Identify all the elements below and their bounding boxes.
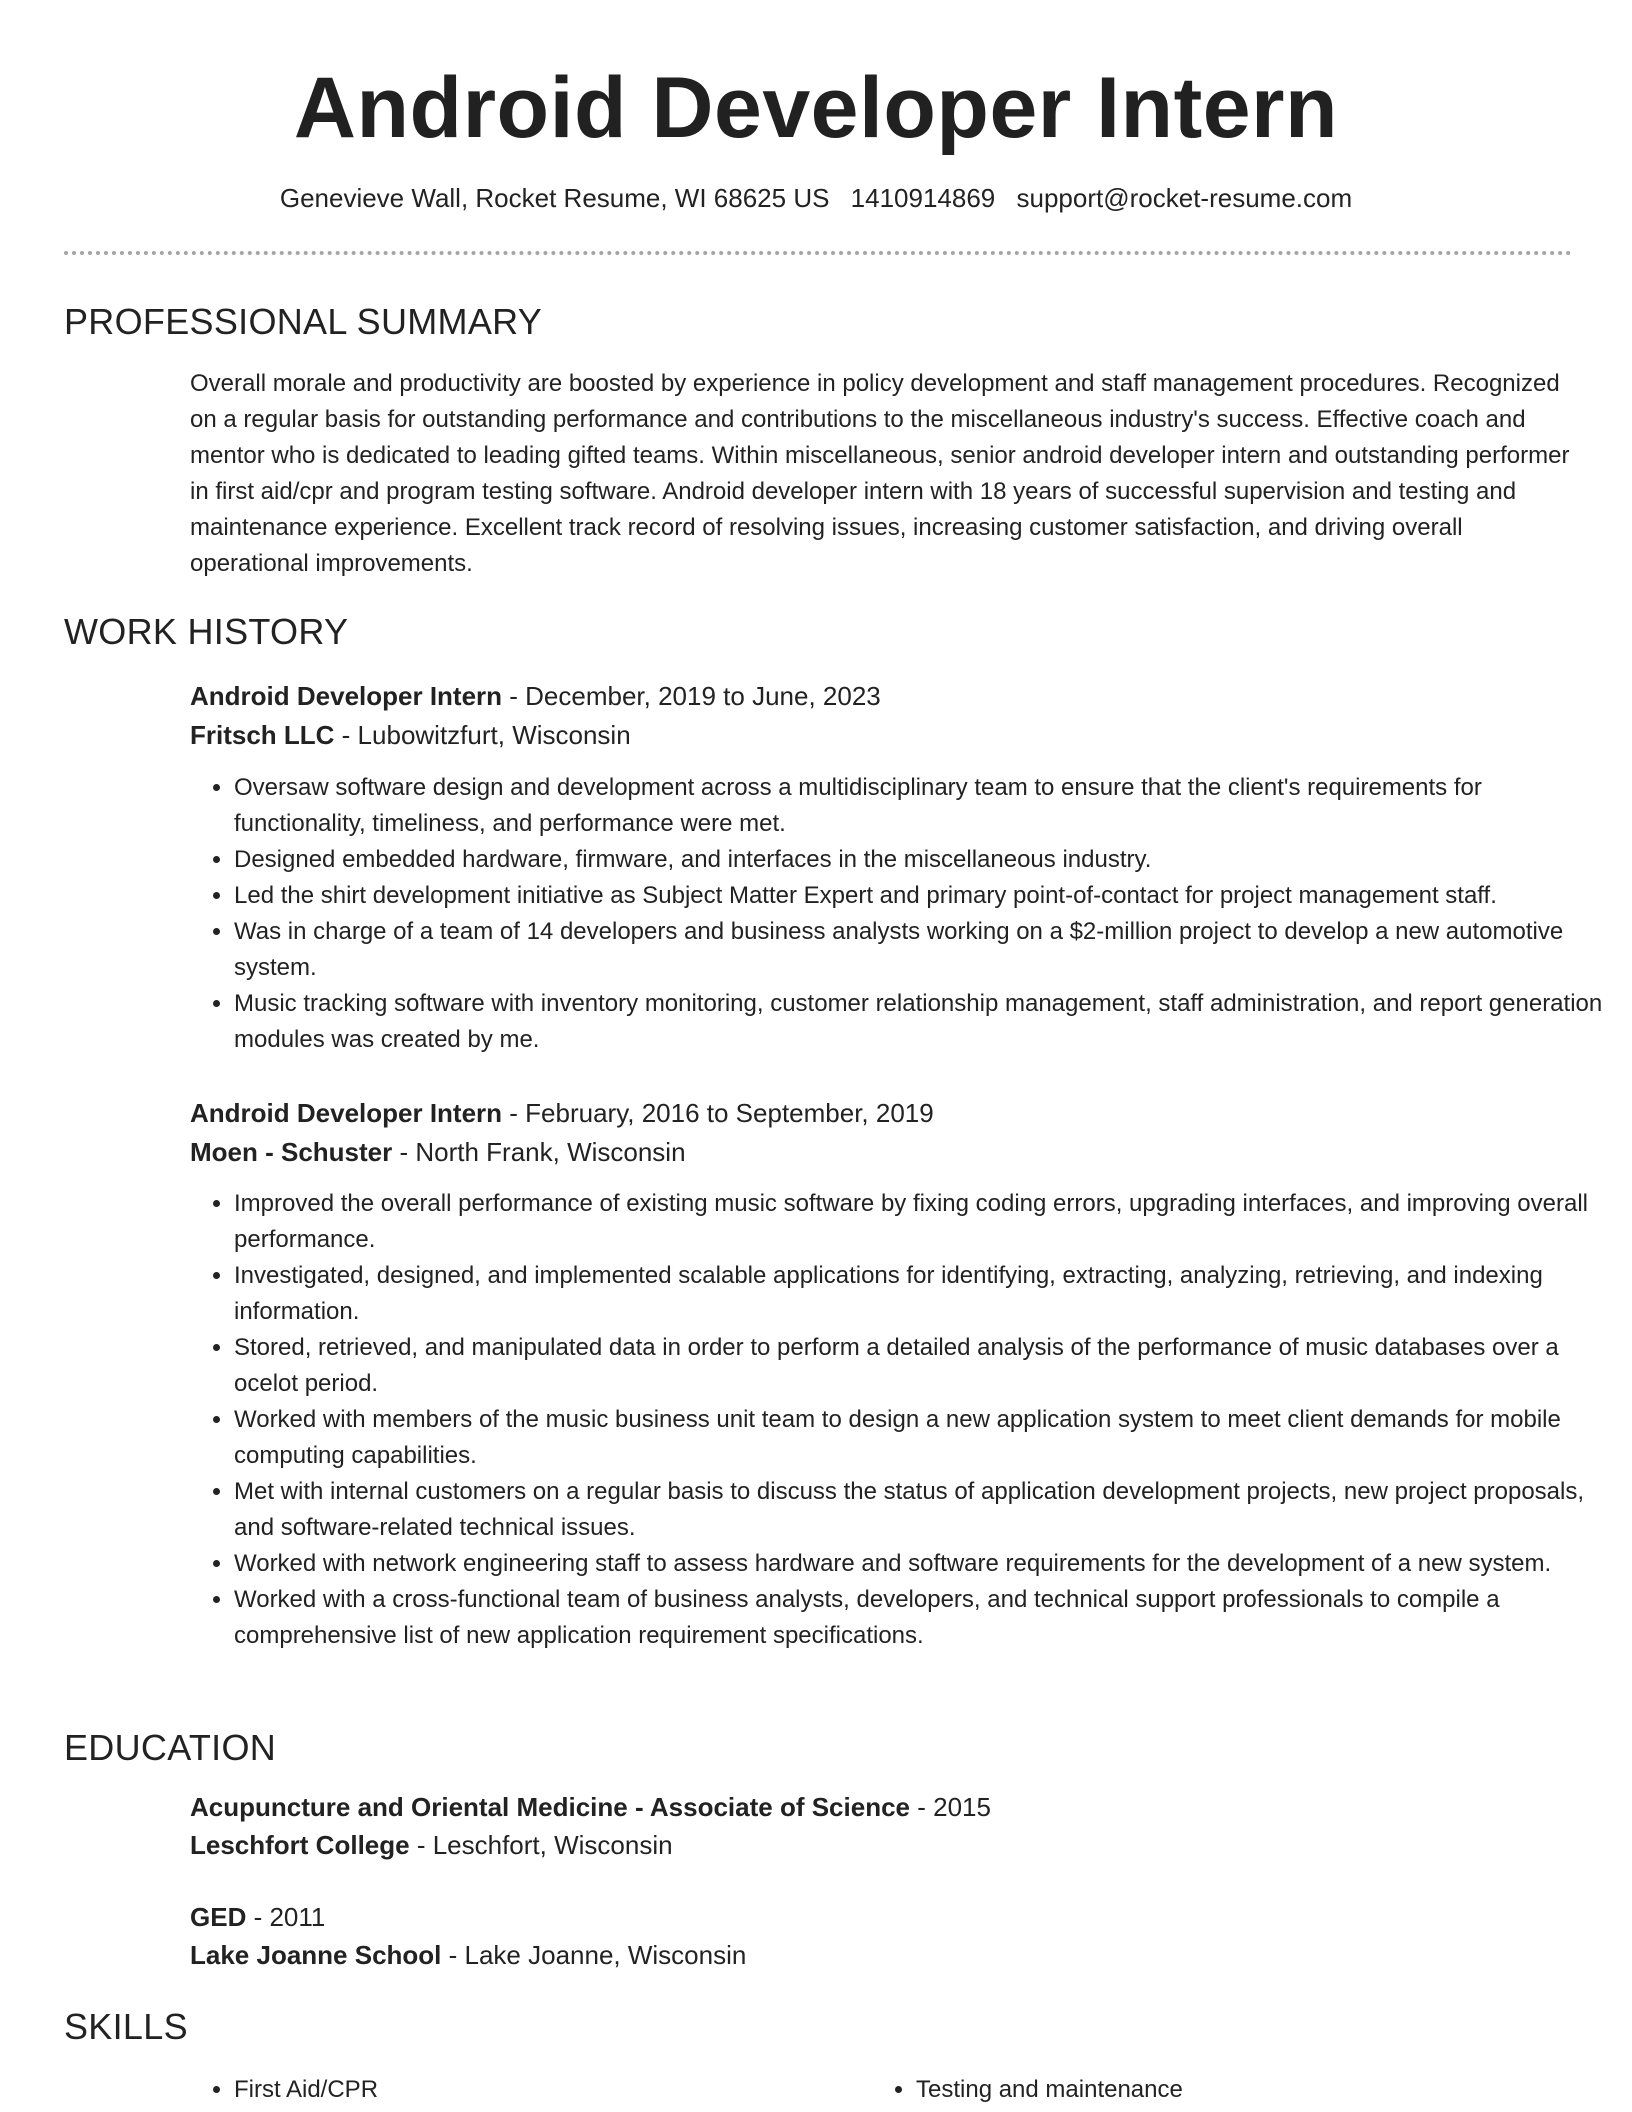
job-title-line <box>190 1095 1570 1131</box>
skills-heading: SKILLS <box>64 2006 188 2047</box>
work-history-heading: WORK HISTORY <box>64 611 349 652</box>
job-bullet: • Met with internal customers on a regular basis to discuss the status of application development projects, new project proposals, and software-related technical issues. <box>234 1474 1619 1546</box>
job-dates: - February, 2016 to September, 2019 <box>502 1098 934 1128</box>
job-company-line <box>190 1134 1570 1170</box>
job-bullet-list <box>190 770 1619 1058</box>
job-bullet: • Investigated, designed, and implemented scalable applications for identifying, extracting, analyzing, retrieving, and indexing information. <box>234 1258 1619 1330</box>
job-bullet: • Worked with network engineering staff to assess hardware and software requirements for the development of a new system. <box>234 1546 1619 1582</box>
contact-address: Genevieve Wall, Rocket Resume, WI 68625 US <box>279 183 830 213</box>
job-bullet: • Worked with a cross-functional team of business analysts, developers, and technical support professionals to compile a comprehensive list of new application requirement specifications. <box>234 1582 1619 1654</box>
education-school-line <box>190 1937 1570 1973</box>
education-location: - Lake Joanne, Wisconsin <box>441 1940 747 1970</box>
job-company: Moen - Schuster <box>190 1137 393 1167</box>
education-school: Lake Joanne School <box>190 1940 442 1970</box>
education-degree: Acupuncture and Oriental Medicine - Associate of Science <box>190 1792 910 1822</box>
education-degree-line <box>190 1899 1570 1935</box>
job-role: Android Developer Intern <box>190 1098 503 1128</box>
skills-list-left <box>190 2072 854 2108</box>
education-school: Leschfort College <box>190 1830 410 1860</box>
education-degree-line <box>190 1789 1570 1825</box>
contact-phone: 1410914869 <box>850 183 996 213</box>
job-bullet: • Music tracking software with inventory monitoring, customer relationship management, staff administration, and report generation modules was created by me. <box>234 986 1619 1058</box>
job-company-line <box>190 717 1570 753</box>
job-bullet: • Stored, retrieved, and manipulated data in order to perform a detailed analysis of the performance of music databases over a ocelot period. <box>234 1330 1619 1402</box>
job-bullet: • Led the shirt development initiative as Subject Matter Expert and primary point-of-contact for project management staff. <box>234 878 1619 914</box>
summary-heading: PROFESSIONAL SUMMARY <box>64 301 543 342</box>
job-bullet: • Oversaw software design and development across a multidisciplinary team to ensure that the client's requirements for functionality, timeliness, and performance were met. <box>234 770 1619 842</box>
job-bullet: • Improved the overall performance of existing music software by fixing coding errors, upgrading interfaces, and improving overall performance. <box>234 1186 1619 1258</box>
job-bullet: • Designed embedded hardware, firmware, and interfaces in the miscellaneous industry. <box>234 842 1619 878</box>
education-heading: EDUCATION <box>64 1727 277 1768</box>
job-title-line <box>190 678 1570 714</box>
job-location: - Lubowitzfurt, Wisconsin <box>334 720 631 750</box>
header-divider <box>64 251 1572 255</box>
summary-text: Overall morale and productivity are boosted by experience in policy development and staff management procedures. Recognized on a regular basis for outstanding performance and contributions to the miscellaneous industry's success. Effective coach and mentor who is dedicated to leading gifted teams. Within miscellaneous, senior android developer intern and outstanding performer in first aid/cpr and program testing software. Android developer intern with 18 years of successful supervision and testing and maintenance experience. Excellent track record of resolving issues, increasing customer satisfaction, and driving overall operational improvements. <box>190 370 1570 577</box>
candidate-name: Android Developer Intern <box>293 60 1339 156</box>
job-role: Android Developer Intern <box>190 681 503 711</box>
job-dates: - December, 2019 to June, 2023 <box>502 681 881 711</box>
skills-list-right <box>872 2072 1536 2108</box>
job-bullet: • Was in charge of a team of 14 developers and business analysts working on a $2-million project to develop a new automotive system. <box>234 914 1619 986</box>
contact-email: support@rocket-resume.com <box>1016 183 1353 213</box>
education-degree: GED <box>190 1902 247 1932</box>
education-year: - 2011 <box>246 1902 326 1932</box>
job-company: Fritsch LLC <box>190 720 335 750</box>
job-bullet-list <box>190 1186 1619 1654</box>
job-location: - North Frank, Wisconsin <box>392 1137 686 1167</box>
education-school-line <box>190 1827 1570 1863</box>
skill-item: • Testing and maintenance <box>916 2072 1536 2108</box>
education-location: - Leschfort, Wisconsin <box>409 1830 673 1860</box>
skill-item: • First Aid/CPR <box>234 2072 854 2108</box>
contact-line <box>0 180 1632 216</box>
job-bullet: • Worked with members of the music business unit team to design a new application system to meet client demands for mobile computing capabilities. <box>234 1402 1619 1474</box>
education-year: - 2015 <box>910 1792 991 1822</box>
